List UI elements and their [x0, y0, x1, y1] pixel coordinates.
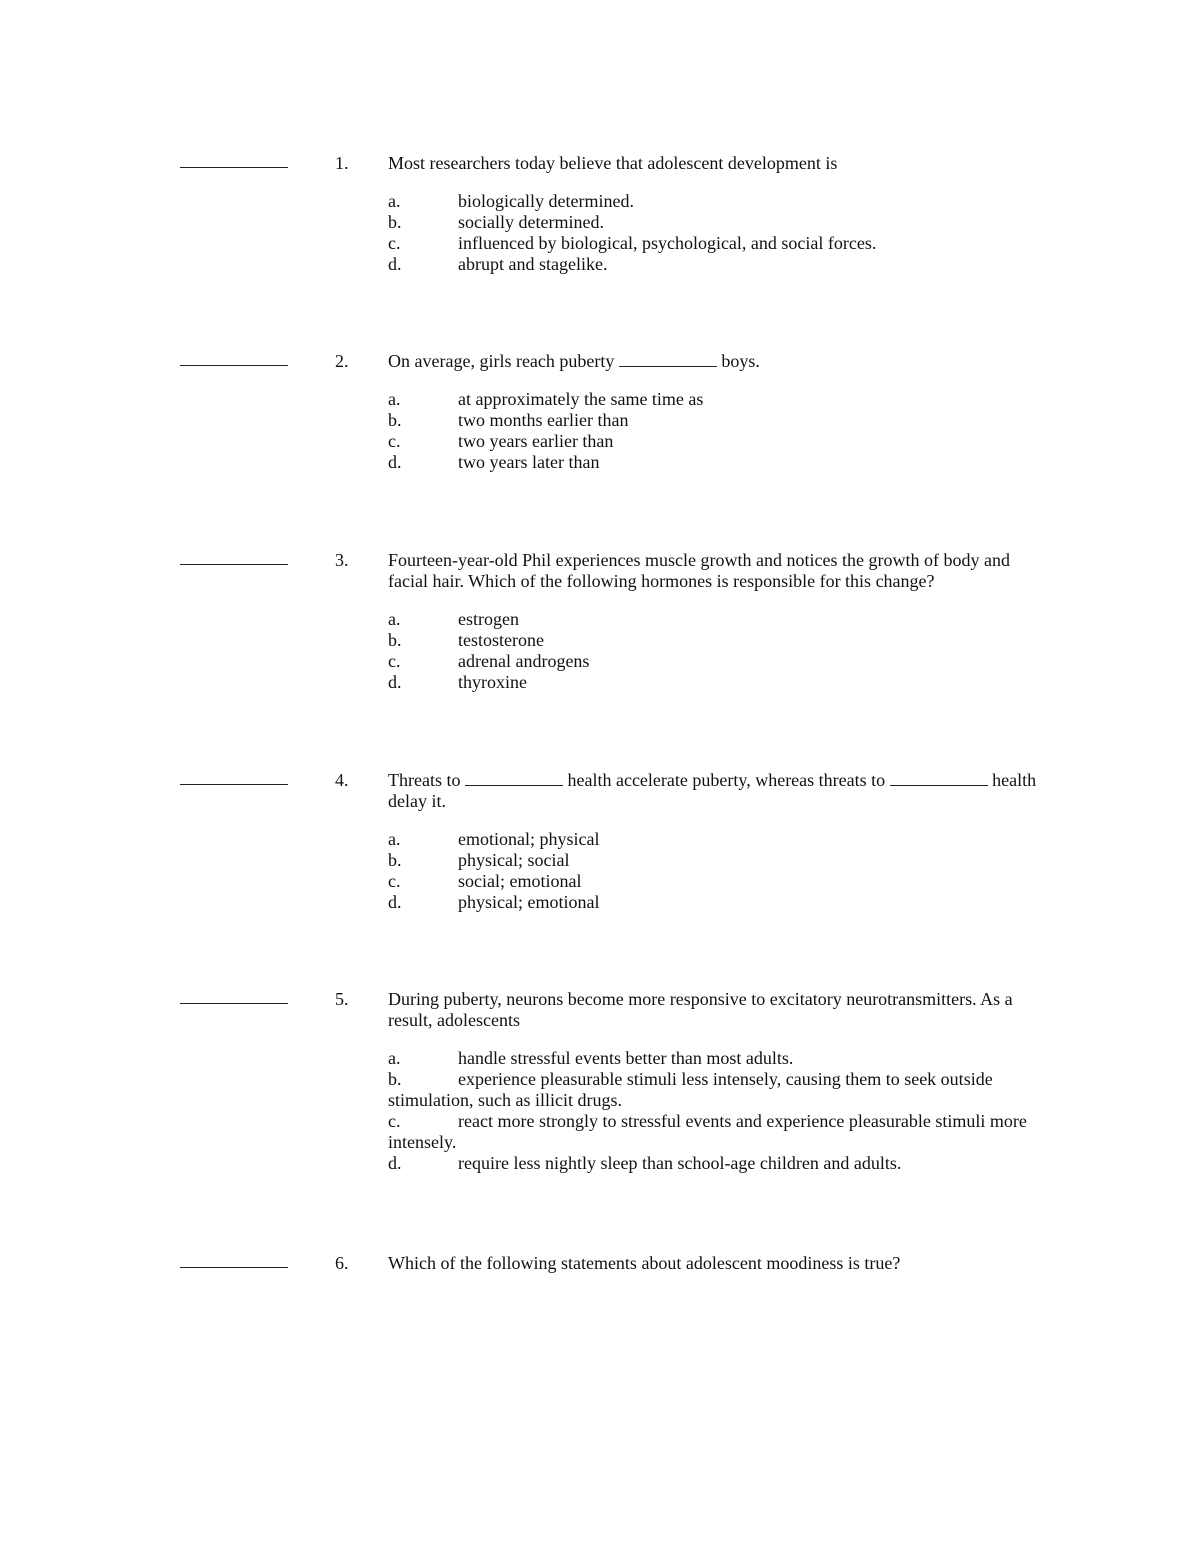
question-number: 2. — [335, 351, 349, 371]
option-c[interactable]: c. influenced by biological, psychological, and social forces. — [388, 233, 877, 253]
option-b[interactable]: b. two months earlier than — [388, 410, 629, 430]
question-number: 4. — [335, 770, 349, 790]
option-a[interactable]: a. estrogen — [388, 609, 519, 629]
question-stem: On average, girls reach puberty boys. a. at approximately the same time as b. two months earlier than c. two years earlier than d. two years later than — [388, 351, 1048, 473]
option-b[interactable]: b. testosterone — [388, 630, 544, 650]
answer-options — [388, 389, 1048, 473]
option-c[interactable]: c. social; emotional — [388, 871, 582, 891]
question-number: 6. — [335, 1253, 349, 1273]
fill-in-blank[interactable] — [619, 352, 717, 367]
option-a[interactable]: a. biologically determined. — [388, 191, 634, 211]
option-b[interactable]: b. socially determined. — [388, 212, 604, 232]
answer-options — [388, 1048, 1048, 1174]
question-number: 5. — [335, 989, 349, 1009]
option-a[interactable]: a. emotional; physical — [388, 829, 600, 849]
option-d[interactable]: d. require less nightly sleep than school-age children and adults. — [388, 1153, 902, 1173]
option-d[interactable]: d. abrupt and stagelike. — [388, 254, 608, 274]
fill-in-blank[interactable] — [465, 771, 563, 786]
answer-options — [388, 191, 1048, 275]
question-number: 3. — [335, 550, 349, 570]
question-stem: Which of the following statements about adolescent moodiness is true? — [388, 1253, 901, 1273]
question-number: 1. — [335, 153, 349, 173]
question-stem: Most researchers today believe that adolescent development is a. biologically determined. b. socially determined. c. influenced by biological, psychological, and social forces. d. abrupt and stagelike. — [388, 153, 1048, 275]
answer-blank[interactable] — [180, 770, 288, 785]
option-b[interactable]: b. experience pleasurable stimuli less intensely, causing them to seek outside stimulation, such as illicit drugs. — [388, 1069, 993, 1110]
answer-blank[interactable] — [180, 351, 288, 366]
option-d[interactable]: d. two years later than — [388, 452, 600, 472]
answer-blank[interactable] — [180, 989, 288, 1004]
option-b[interactable]: b. physical; social — [388, 850, 570, 870]
answer-options — [388, 609, 1048, 693]
answer-blank[interactable] — [180, 153, 288, 168]
option-a[interactable]: a. handle stressful events better than most adults. — [388, 1048, 794, 1068]
option-d[interactable]: d. physical; emotional — [388, 892, 600, 912]
question-stem: During puberty, neurons become more responsive to excitatory neurotransmitters. As a result, adolescents a. handle stressful events better than most adults. b. experience pleasurable stimuli less intensely, causing them to seek outside stimulation, such as illicit drugs. c. react more strongly to stressful events and experience pleasurable stimuli more intensely. d. require less nightly sleep than school-age children and adults. — [388, 989, 1048, 1174]
fill-in-blank[interactable] — [890, 771, 988, 786]
question-stem: Fourteen-year-old Phil experiences muscle growth and notices the growth of body and facial hair. Which of the following hormones is responsible for this change? a. estrogen b. testosterone c. adrenal androgens d. thyroxine — [388, 550, 1048, 693]
option-d[interactable]: d. thyroxine — [388, 672, 527, 692]
option-c[interactable]: c. adrenal androgens — [388, 651, 590, 671]
option-a[interactable]: a. at approximately the same time as — [388, 389, 704, 409]
option-c[interactable]: c. two years earlier than — [388, 431, 614, 451]
answer-blank[interactable] — [180, 1253, 288, 1268]
question-stem: Threats to health accelerate puberty, whereas threats to health delay it. a. emotional; physical b. physical; social c. social; emotional d. physical; emotional — [388, 770, 1048, 913]
option-c[interactable]: c. react more strongly to stressful events and experience pleasurable stimuli more intensely. — [388, 1111, 1027, 1152]
answer-options — [388, 829, 1048, 913]
answer-blank[interactable] — [180, 550, 288, 565]
